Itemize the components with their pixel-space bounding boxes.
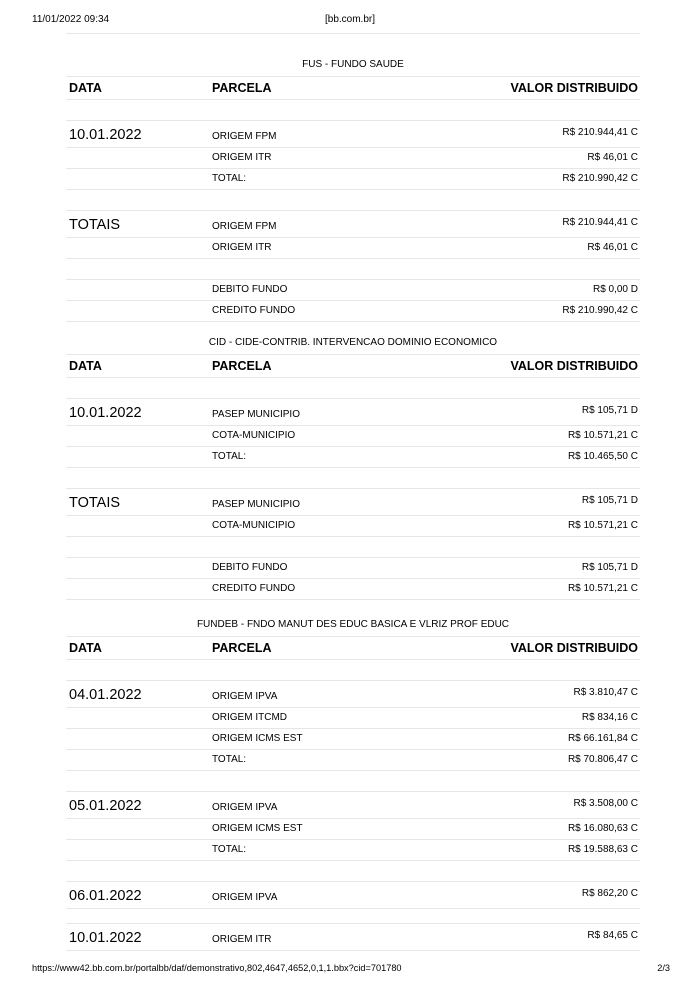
cell-date: [66, 238, 209, 258]
cell-valor: R$ 210.944,41 C: [562, 127, 638, 138]
table-row: [66, 488, 640, 516]
cell-valor: R$ 3.810,47 C: [573, 687, 638, 698]
cell-date: [66, 729, 209, 749]
cell-parcela: ORIGEM FPM: [212, 221, 277, 232]
cell-parcela: TOTAL:: [212, 173, 247, 184]
cell-parcela: CREDITO FUNDO: [212, 583, 296, 594]
print-timestamp: 11/01/2022 09:34: [32, 14, 110, 25]
cell-parcela: COTA-MUNICIPIO: [212, 430, 296, 441]
cell-parcela: DEBITO FUNDO: [212, 284, 288, 295]
column-header-valor: VALOR DISTRIBUIDO: [510, 81, 638, 95]
cell-valor: R$ 66.161,84 C: [567, 733, 638, 744]
table-header-row: [66, 76, 640, 100]
cell-parcela: ORIGEM ITR: [212, 934, 272, 945]
cell-date: [66, 148, 209, 168]
table-row: [66, 680, 640, 708]
cell-date: [66, 301, 209, 321]
cell-parcela: TOTAL:: [212, 754, 247, 765]
cell-valor: R$ 3.508,00 C: [573, 798, 638, 809]
column-header-data: DATA: [69, 641, 102, 655]
column-header-valor: VALOR DISTRIBUIDO: [510, 641, 638, 655]
cell-valor: R$ 46,01 C: [587, 152, 638, 163]
column-header-data: DATA: [69, 359, 102, 373]
cell-parcela: TOTAL:: [212, 451, 247, 462]
table-row: [66, 729, 640, 750]
cell-date: TOTAIS: [69, 217, 121, 233]
row-spacer: [66, 909, 640, 923]
table-row: [66, 426, 640, 447]
cell-parcela: DEBITO FUNDO: [212, 562, 288, 573]
column-header-data: DATA: [69, 81, 102, 95]
table-row: [66, 301, 640, 322]
row-spacer: [66, 468, 640, 488]
cell-valor: R$ 862,20 C: [581, 888, 638, 899]
section-title: FUNDEB - FNDO MANUT DES EDUC BASICA E VLRIZ PROF EDUC: [196, 619, 510, 630]
cell-parcela: ORIGEM ICMS EST: [212, 733, 303, 744]
table-row: [66, 169, 640, 190]
report-section: [66, 614, 640, 951]
page-source-title: [bb.com.br]: [324, 14, 376, 25]
table-row: [66, 923, 640, 951]
distribution-table: [66, 354, 640, 600]
row-spacer: [66, 190, 640, 210]
row-spacer: [66, 771, 640, 791]
cell-date: 10.01.2022: [69, 127, 142, 143]
cell-parcela: ORIGEM IPVA: [212, 802, 278, 813]
cell-date: [66, 708, 209, 728]
table-row: [66, 881, 640, 909]
cell-date: [66, 426, 209, 446]
table-row: [66, 791, 640, 819]
cell-valor: R$ 105,71 D: [581, 405, 638, 416]
cell-date: 04.01.2022: [69, 687, 142, 703]
distribution-table: [66, 76, 640, 322]
cell-date: [66, 169, 209, 189]
table-row: [66, 750, 640, 771]
cell-date: [66, 259, 209, 279]
column-header-parcela: PARCELA: [212, 641, 272, 655]
cell-parcela: ORIGEM IPVA: [212, 691, 278, 702]
cell-parcela: ORIGEM ICMS EST: [212, 823, 303, 834]
cell-parcela: ORIGEM IPVA: [212, 892, 278, 903]
table-row: [66, 447, 640, 468]
cell-valor: R$ 0,00 D: [592, 284, 638, 295]
cell-valor: R$ 10.571,21 C: [567, 583, 638, 594]
cell-date: TOTAIS: [69, 495, 121, 511]
cell-date: [66, 819, 209, 839]
cell-date: [66, 558, 209, 578]
cell-date: [66, 579, 209, 599]
table-row: [66, 280, 640, 301]
cell-valor: R$ 10.571,21 C: [567, 520, 638, 531]
cell-parcela: PASEP MUNICIPIO: [212, 499, 300, 510]
table-row: [66, 537, 640, 558]
table-row: [66, 210, 640, 238]
table-row: [66, 148, 640, 169]
cell-date: [66, 447, 209, 467]
section-title: FUS - FUNDO SAUDE: [302, 59, 404, 70]
cell-valor: R$ 105,71 D: [581, 495, 638, 506]
cell-parcela: [209, 537, 385, 557]
report-content: [66, 54, 640, 951]
cell-valor: R$ 16.080,63 C: [567, 823, 638, 834]
cell-parcela: ORIGEM ITR: [212, 242, 272, 253]
cell-valor: R$ 210.944,41 C: [562, 217, 638, 228]
cell-valor: R$ 10.465,50 C: [567, 451, 638, 462]
cell-parcela: TOTAL:: [212, 844, 247, 855]
column-header-parcela: PARCELA: [212, 81, 272, 95]
table-row: [66, 819, 640, 840]
distribution-table: [66, 636, 640, 951]
table-row: [66, 708, 640, 729]
cell-valor: R$ 834,16 C: [581, 712, 638, 723]
row-spacer: [66, 861, 640, 881]
cell-parcela: ORIGEM ITR: [212, 152, 272, 163]
cell-parcela: ORIGEM FPM: [212, 131, 277, 142]
cell-date: 05.01.2022: [69, 798, 142, 814]
table-row: [66, 516, 640, 537]
cell-date: [66, 840, 209, 860]
row-spacer: [66, 100, 640, 120]
table-row: [66, 398, 640, 426]
page-number: 2/3: [657, 963, 670, 973]
row-spacer: [66, 378, 640, 398]
report-section: [66, 54, 640, 332]
cell-date: 10.01.2022: [69, 930, 142, 946]
table-row: [66, 120, 640, 148]
cell-valor: [385, 537, 640, 557]
cell-valor: R$ 84,65 C: [587, 930, 638, 941]
cell-valor: R$ 46,01 C: [587, 242, 638, 253]
table-row: [66, 259, 640, 280]
cell-valor: R$ 210.990,42 C: [562, 305, 638, 316]
column-header-parcela: PARCELA: [212, 359, 272, 373]
cell-valor: R$ 210.990,42 C: [562, 173, 638, 184]
cell-date: [66, 750, 209, 770]
column-header-valor: VALOR DISTRIBUIDO: [510, 359, 638, 373]
table-header-row: [66, 354, 640, 378]
page-url: https://www42.bb.com.br/portalbb/daf/demonstrativo,802,4647,4652,0,1,1.bbx?cid=701780: [32, 963, 402, 973]
table-row: [66, 238, 640, 259]
table-header-row: [66, 636, 640, 660]
cell-valor: R$ 105,71 D: [581, 562, 638, 573]
section-title: CID - CIDE-CONTRIB. INTERVENCAO DOMINIO ECONOMICO: [208, 337, 498, 348]
cell-date: [66, 537, 209, 557]
cell-valor: R$ 10.571,21 C: [567, 430, 638, 441]
cell-valor: R$ 19.588,63 C: [567, 844, 638, 855]
cell-valor: [385, 259, 640, 279]
report-section: [66, 332, 640, 614]
table-row: [66, 558, 640, 579]
cell-parcela: COTA-MUNICIPIO: [212, 520, 296, 531]
header-divider: [66, 33, 640, 34]
cell-valor: R$ 70.806,47 C: [567, 754, 638, 765]
section-spacer: [66, 322, 640, 332]
section-spacer: [66, 600, 640, 614]
table-row: [66, 840, 640, 861]
cell-date: 10.01.2022: [69, 405, 142, 421]
cell-parcela: ORIGEM ITCMD: [212, 712, 287, 723]
row-spacer: [66, 660, 640, 680]
cell-parcela: PASEP MUNICIPIO: [212, 409, 300, 420]
cell-parcela: CREDITO FUNDO: [212, 305, 296, 316]
cell-parcela: [209, 259, 385, 279]
cell-date: [66, 516, 209, 536]
table-row: [66, 579, 640, 600]
cell-date: [66, 280, 209, 300]
cell-date: 06.01.2022: [69, 888, 142, 904]
